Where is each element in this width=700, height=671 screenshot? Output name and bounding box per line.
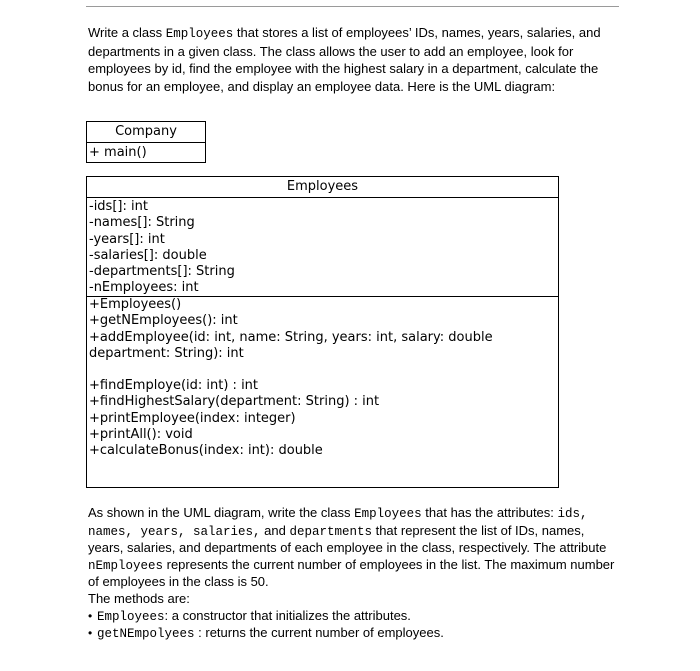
methods-heading: The methods are:	[88, 590, 190, 606]
attribute: -names[]: String	[89, 215, 195, 231]
intro-class-name: Employees	[165, 27, 234, 41]
desc-text: that represent the list of IDs, names, years, salaries, and departments of each employee in the class, respectively. The attribute	[88, 522, 607, 556]
method-description: : returns the current number of employees.	[194, 625, 444, 641]
desc-text: As shown in the UML diagram, write the class	[88, 505, 355, 520]
desc-code-departments: departments	[289, 524, 372, 539]
desc-text: represents the current number of employees in the list. The maximum number of employees in the class is 50.	[88, 556, 615, 590]
desc-code-nemployees: nEmployees	[88, 558, 164, 573]
attribute: -years[]: int	[89, 231, 165, 247]
uml-employees-class	[86, 176, 559, 488]
desc-code-class: Employees	[354, 507, 422, 521]
method-bullet	[88, 608, 618, 626]
description-section	[88, 505, 618, 643]
desc-text: and	[260, 522, 290, 538]
operation: +findHighestSalary(department: String) : int	[89, 394, 380, 410]
operations-gap	[89, 362, 558, 378]
intro-text-1: Write a class	[88, 25, 166, 40]
attribute: -ids[]: int	[89, 199, 148, 214]
operation: +calculateBonus(index: int): double	[89, 443, 323, 459]
desc-code-ids: ids,	[557, 507, 588, 521]
employees-attributes	[87, 198, 558, 297]
top-divider	[86, 6, 619, 7]
company-operations	[87, 143, 205, 163]
method-description: : a constructor that initializes the attributes.	[164, 607, 411, 623]
bullet-dot: •	[88, 626, 93, 641]
attribute: -salaries[]: double	[89, 247, 207, 263]
bullet-dot: •	[88, 608, 93, 623]
description-paragraph	[88, 505, 618, 591]
operation: +Employees()	[89, 297, 182, 312]
attribute: -nEmployees: int	[89, 280, 199, 296]
company-class-name: Company	[87, 122, 205, 143]
method-bullet	[88, 625, 618, 643]
intro-text-2: that stores a list of employees’ IDs, names, years, salaries, and departments in a given class. The class allows the user to add an employee, look for employees by id, find the employee with the highest salary in a department, calculate the bonus for an employee, and display an employee data. Here is the UML diagram:	[88, 25, 601, 94]
company-op: + main()	[89, 145, 147, 160]
operation: +printEmployee(index: integer)	[89, 410, 296, 426]
intro-paragraph	[88, 24, 616, 95]
operation: +printAll(): void	[89, 427, 193, 443]
employees-class-name: Employees	[87, 177, 558, 198]
desc-code-attrs: names, years, salaries,	[88, 524, 261, 539]
operation: +findEmploye(id: int) : int	[89, 378, 259, 394]
operation: +getNEmployees(): int	[89, 313, 238, 329]
attribute: -departments[]: String	[89, 264, 235, 280]
method-name: getNEmpolyees	[97, 627, 195, 642]
desc-text: that has the attributes:	[421, 505, 558, 520]
operation: +addEmployee(id: int, name: String, years: int, salary: double	[89, 329, 493, 345]
method-name: Employees	[97, 609, 165, 624]
operation: department: String): int	[89, 345, 244, 361]
uml-company-class	[86, 121, 206, 163]
employees-operations	[87, 297, 558, 460]
